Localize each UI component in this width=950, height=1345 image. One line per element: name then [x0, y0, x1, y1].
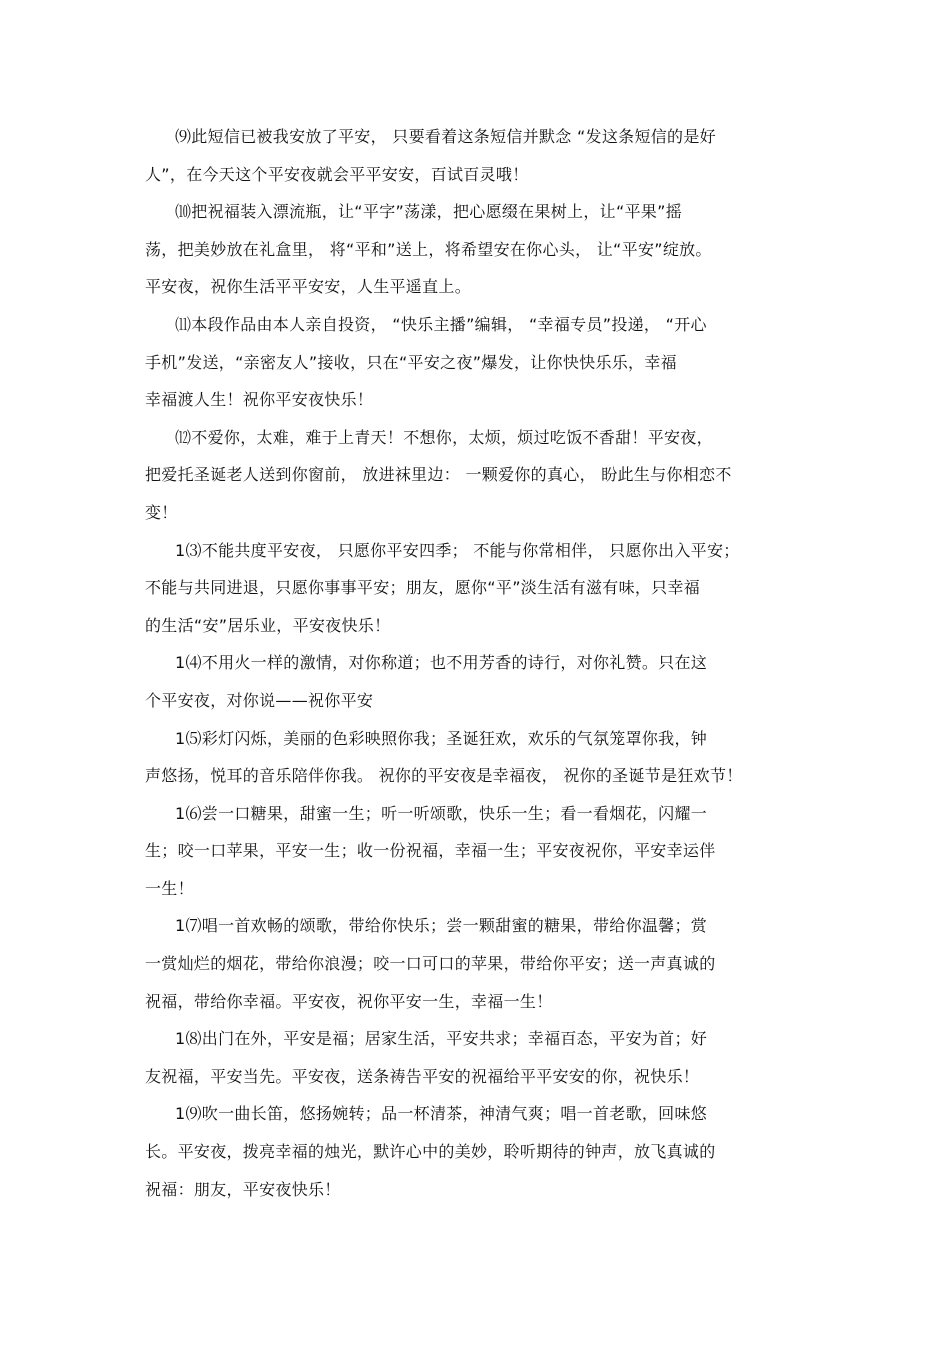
paragraph-line: 荡，把美妙放在礼盒里， 将“平和”送上，将希望安在你心头， 让“平安”绽放。 — [145, 239, 712, 259]
paragraph-line: 1⑸彩灯闪烁，美丽的色彩映照你我；圣诞狂欢，欢乐的气氛笼罩你我，钟 — [175, 728, 708, 748]
paragraph-line: 幸福渡人生！祝你平安夜快乐！ — [145, 390, 374, 410]
paragraph-line: ⑿不爱你，太难，难于上青天！不想你，太烦，烦过吃饭不香甜！平安夜， — [175, 427, 713, 447]
paragraph-line: ⑾本段作品由本人亲自投资， “快乐主播”编辑， “幸福专员”投递， “开心 — [175, 314, 707, 334]
paragraph-line: 手机”发送，“亲密友人”接收，只在“平安之夜”爆发，让你快快乐乐，幸福 — [145, 352, 677, 372]
paragraph-line: ⑽把祝福装入漂流瓶，让“平字”荡漾，把心愿缀在果树上，让“平果”摇 — [175, 202, 683, 222]
paragraph-line: 变！ — [145, 502, 178, 522]
paragraph-line: 1⑹尝一口糖果，甜蜜一生；听一听颂歌，快乐一生；看一看烟花，闪耀一 — [175, 803, 708, 823]
paragraph-line: 祝福，带给你幸福。平安夜，祝你平安一生，幸福一生！ — [145, 991, 553, 1011]
paragraph-line: 友祝福，平安当先。平安夜，送条祷告平安的祝福给平平安安的你，祝快乐！ — [145, 1066, 700, 1086]
paragraph-line: 平安夜，祝你生活平平安安，人生平遥直上。 — [145, 277, 472, 297]
paragraph-9 — [145, 118, 815, 193]
paragraph-18 — [145, 1020, 815, 1095]
paragraph-line: 一赏灿烂的烟花，带给你浪漫；咬一口可口的苹果，带给你平安；送一声真诚的 — [145, 954, 716, 974]
paragraph-line: 把爱托圣诞老人送到你窗前， 放进袜里边： 一颗爱你的真心， 盼此生与你相恋不 — [145, 465, 732, 485]
paragraph-line: 1⑺唱一首欢畅的颂歌，带给你快乐；尝一颗甜蜜的糖果，带给你温馨；赏 — [175, 916, 708, 936]
paragraph-line: 1⑼吹一曲长笛，悠扬婉转；品一杯清茶，神清气爽；唱一首老歌，回味悠 — [175, 1104, 708, 1124]
paragraph-line: 不能与共同进退，只愿你事事平安；朋友，愿你“平”淡生活有滋有味，只幸福 — [145, 578, 701, 598]
paragraph-line: 生；咬一口苹果，平安一生；收一份祝福，幸福一生；平安夜祝你，平安幸运伴 — [145, 841, 716, 861]
paragraph-line: 长。平安夜，拨亮幸福的烛光，默许心中的美妙，聆听期待的钟声，放飞真诚的 — [145, 1142, 716, 1162]
paragraph-11 — [145, 306, 815, 419]
paragraph-19 — [145, 1095, 815, 1208]
paragraph-line: 1⑷不用火一样的激情，对你称道；也不用芳香的诗行，对你礼赞。只在这 — [175, 653, 708, 673]
paragraph-12 — [145, 419, 815, 532]
paragraph-line: 个平安夜，对你说——祝你平安 — [145, 690, 374, 710]
paragraph-16 — [145, 795, 815, 908]
paragraph-line: 1⑻出门在外，平安是福；居家生活，平安共求；幸福百态，平安为首；好 — [175, 1029, 708, 1049]
paragraph-line: ⑼此短信已被我安放了平安， 只要看着这条短信并默念 “发这条短信的是好 — [175, 127, 716, 146]
paragraph-line: 的生活“安”居乐业，平安夜快乐！ — [145, 615, 391, 635]
paragraph-17 — [145, 907, 815, 1020]
paragraph-line: 一生！ — [145, 878, 194, 898]
paragraph-14 — [145, 644, 815, 719]
paragraph-line: 声悠扬，悦耳的音乐陪伴你我。 祝你的平安夜是幸福夜， 祝你的圣诞节是狂欢节！ — [145, 766, 743, 786]
paragraph-line: 祝福：朋友，平安夜快乐！ — [145, 1179, 341, 1199]
paragraph-line: 人”，在今天这个平安夜就会平平安安，百试百灵哦！ — [145, 164, 529, 184]
paragraph-line: 1⑶不能共度平安夜， 只愿你平安四季； 不能与你常相伴， 只愿你出入平安； — [175, 540, 740, 560]
paragraph-13 — [145, 532, 815, 645]
paragraph-10 — [145, 193, 815, 306]
document-body — [145, 118, 815, 1208]
paragraph-15 — [145, 720, 815, 795]
